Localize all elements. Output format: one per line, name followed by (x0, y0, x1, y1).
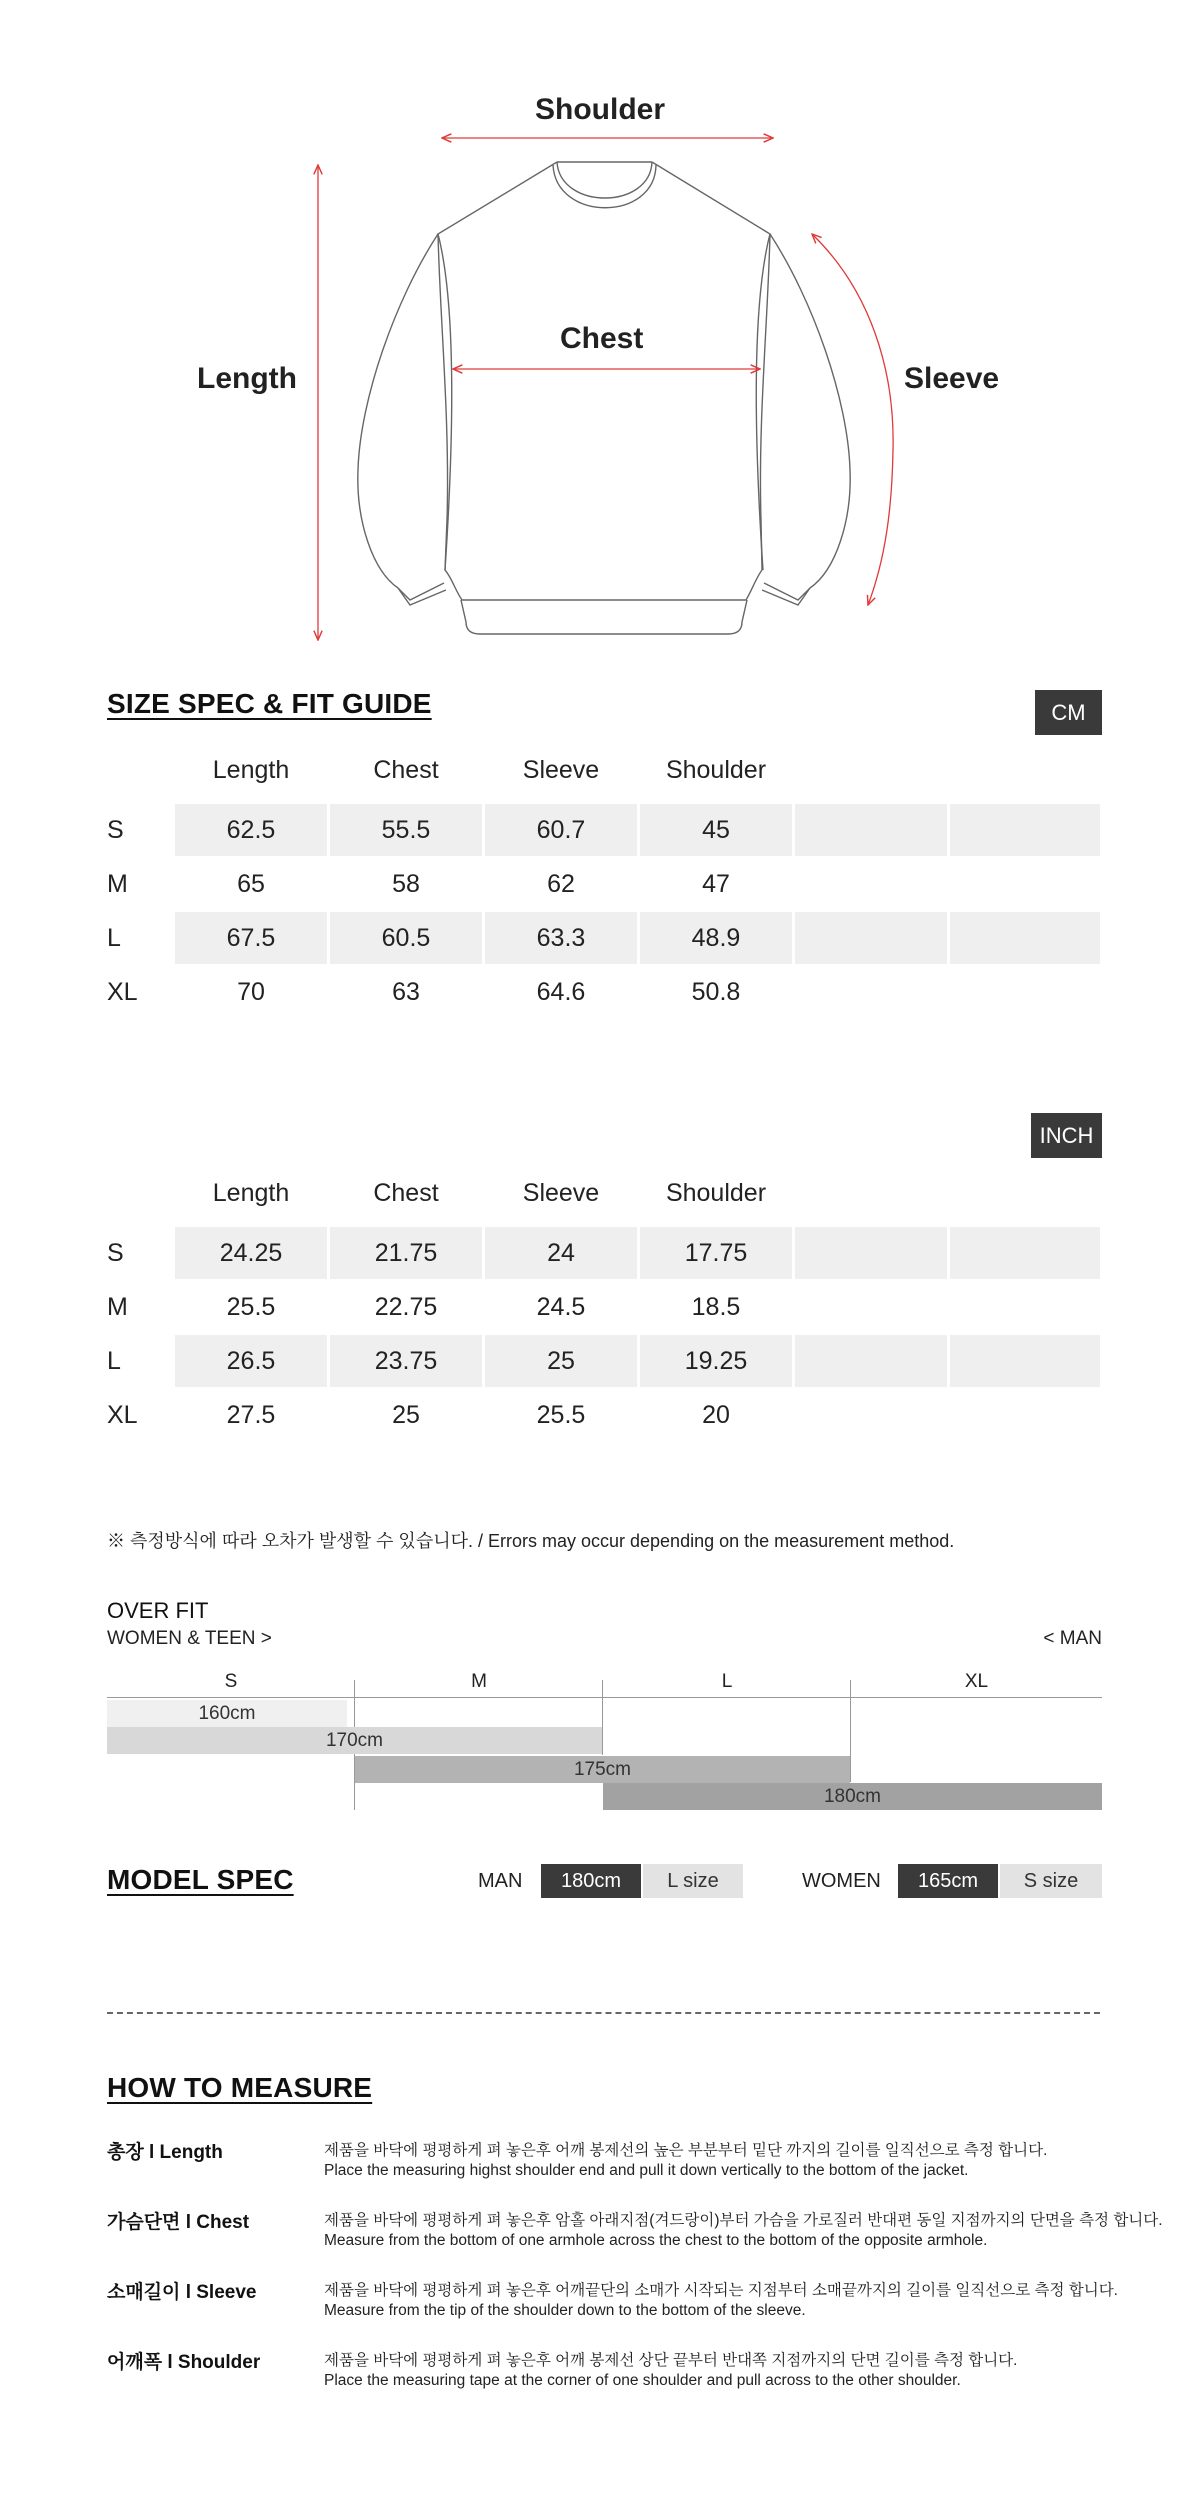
measure-desc-en: Place the measuring tape at the corner of one shoulder and pull across to the other shoulder. (324, 2372, 961, 2389)
table-cell: 70 (237, 978, 265, 1006)
measure-term-shoulder: 어깨폭 l Shoulder (107, 2352, 261, 2373)
table-cell: 27.5 (226, 1401, 276, 1429)
table-row (107, 1281, 1100, 1333)
inch-header-sleeve: Sleeve (522, 1179, 600, 1207)
model-man-label: MAN (478, 1870, 523, 1892)
table-cell: 19.25 (640, 1335, 792, 1387)
model-women-label: WOMEN (802, 1870, 881, 1892)
table-cell: 58 (392, 870, 420, 898)
fit-size-xl: XL (964, 1671, 989, 1692)
table-cell-empty (795, 804, 947, 856)
length-label: Length (197, 362, 297, 395)
table-row (107, 1389, 1100, 1441)
how-to-measure-title: HOW TO MEASURE (107, 2072, 373, 2103)
inch-header-shoulder: Shoulder (665, 1179, 767, 1207)
measurement-arrows (318, 138, 893, 640)
table-cell: 60.5 (330, 912, 482, 964)
cm-header-sleeve: Sleeve (522, 756, 600, 784)
measurement-note: ※ 측정방식에 따라 오차가 발생할 수 있습니다. / Errors may occur depending on the measurement method. (107, 1531, 955, 1551)
table-cell: 26.5 (175, 1335, 327, 1387)
table-cell: 63 (392, 978, 420, 1006)
model-man-height: 180cm (541, 1864, 641, 1898)
table-cell-empty (795, 912, 947, 964)
table-cell: 65 (237, 870, 265, 898)
fit-size-m: M (471, 1671, 487, 1692)
table-cell: 22.75 (374, 1293, 438, 1321)
table-cell: 50.8 (691, 978, 741, 1006)
table-cell-empty (950, 1227, 1100, 1279)
fit-bar-160: 160cm (107, 1700, 347, 1727)
sleeve-label: Sleeve (904, 362, 1000, 395)
measure-desc-ko: 제품을 바닥에 평평하게 펴 놓은후 암홀 아래지점(겨드랑이)부터 가슴을 가로질러 반대편 동일 지점까지의 단면을 측정 합니다. (324, 2212, 1163, 2229)
model-spec-title: MODEL SPEC (107, 1864, 294, 1895)
table-row (107, 804, 1100, 856)
table-cell: 45 (640, 804, 792, 856)
table-row (107, 1335, 1100, 1387)
measure-desc-ko: 제품을 바닥에 평평하게 펴 놓은후 어깨 봉제선 상단 끝부터 반대쪽 지점까지의 단면 길이를 측정 합니다. (324, 2352, 1018, 2369)
table-cell-empty (795, 1335, 947, 1387)
size-label: S (107, 1239, 124, 1267)
size-label: S (107, 816, 124, 844)
cm-header-shoulder: Shoulder (665, 756, 767, 784)
inch-unit-badge: INCH (1031, 1113, 1102, 1158)
measure-desc-ko: 제품을 바닥에 평평하게 펴 놓은후 어깨 봉제선의 높은 부분부터 밑단 까지의 길이를 일직선으로 측정 합니다. (324, 2142, 1048, 2159)
table-cell: 24.5 (536, 1293, 586, 1321)
fit-divider (602, 1680, 603, 1755)
table-cell: 23.75 (330, 1335, 482, 1387)
size-label: L (107, 1347, 121, 1375)
cm-header-chest: Chest (373, 756, 439, 784)
measure-term-chest: 가슴단면 l Chest (107, 2212, 250, 2233)
table-cell-empty (950, 804, 1100, 856)
measure-desc-ko: 제품을 바닥에 평평하게 펴 놓은후 어깨끝단의 소매가 시작되는 지점부터 소매끝까지의 길이를 일직선으로 측정 합니다. (324, 2282, 1118, 2299)
fit-title: OVER FIT (107, 1598, 209, 1623)
table-cell: 63.3 (485, 912, 637, 964)
sweatshirt-outline (358, 162, 850, 634)
table-cell: 60.7 (485, 804, 637, 856)
shoulder-label: Shoulder (535, 93, 666, 126)
fit-man-label: < MAN (1043, 1628, 1102, 1649)
model-women-size: S size (1000, 1864, 1102, 1898)
size-label: XL (107, 978, 138, 1006)
measure-term-length: 총장 l Length (107, 2142, 223, 2163)
table-cell: 24.25 (175, 1227, 327, 1279)
model-man-size: L size (643, 1864, 743, 1898)
fit-baseline (107, 1697, 1102, 1698)
table-row (107, 1227, 1100, 1279)
size-label: XL (107, 1401, 138, 1429)
table-row (107, 858, 1100, 910)
table-cell: 17.75 (640, 1227, 792, 1279)
table-cell: 21.75 (330, 1227, 482, 1279)
table-cell: 62 (547, 870, 575, 898)
size-label: L (107, 924, 121, 952)
chest-label: Chest (560, 322, 644, 355)
table-cell: 25.5 (536, 1401, 586, 1429)
table-cell-empty (950, 1335, 1100, 1387)
fit-bar-175: 175cm (355, 1756, 850, 1783)
table-cell: 48.9 (640, 912, 792, 964)
cm-header-length: Length (212, 756, 290, 784)
inch-header-length: Length (212, 1179, 290, 1207)
fit-bar-170: 170cm (107, 1727, 602, 1754)
fit-size-s: S (224, 1671, 238, 1692)
table-row (107, 912, 1100, 964)
measure-desc-en: Measure from the tip of the shoulder down to the bottom of the sleeve. (324, 2302, 806, 2319)
table-cell: 47 (702, 870, 730, 898)
table-cell: 67.5 (175, 912, 327, 964)
table-cell-empty (950, 912, 1100, 964)
cm-unit-badge: CM (1035, 690, 1102, 735)
table-row (107, 966, 1100, 1018)
table-cell: 25 (485, 1335, 637, 1387)
table-cell: 55.5 (330, 804, 482, 856)
table-cell: 62.5 (175, 804, 327, 856)
fit-size-l: L (721, 1671, 733, 1692)
fit-women-label: WOMEN & TEEN > (107, 1628, 272, 1649)
fit-bar-180: 180cm (603, 1783, 1102, 1810)
model-women-height: 165cm (898, 1864, 998, 1898)
sleeve-arrow (812, 234, 893, 605)
table-cell: 25.5 (226, 1293, 276, 1321)
table-cell: 25 (392, 1401, 420, 1429)
dashed-divider (107, 2012, 1100, 2014)
inch-header-chest: Chest (373, 1179, 439, 1207)
measure-desc-en: Place the measuring highst shoulder end and pull it down vertically to the bottom of the jacket. (324, 2162, 969, 2179)
measure-term-sleeve: 소매길이 l Sleeve (107, 2282, 257, 2303)
sweatshirt-diagram (0, 0, 1201, 660)
table-cell: 24 (485, 1227, 637, 1279)
table-cell: 20 (702, 1401, 730, 1429)
table-cell: 64.6 (536, 978, 586, 1006)
fit-divider (850, 1680, 851, 1782)
size-label: M (107, 1293, 128, 1321)
size-label: M (107, 870, 128, 898)
table-cell: 18.5 (691, 1293, 741, 1321)
size-spec-title: SIZE SPEC & FIT GUIDE (107, 688, 432, 719)
measure-desc-en: Measure from the bottom of one armhole across the chest to the bottom of the opposite armhole. (324, 2232, 988, 2249)
table-cell-empty (795, 1227, 947, 1279)
